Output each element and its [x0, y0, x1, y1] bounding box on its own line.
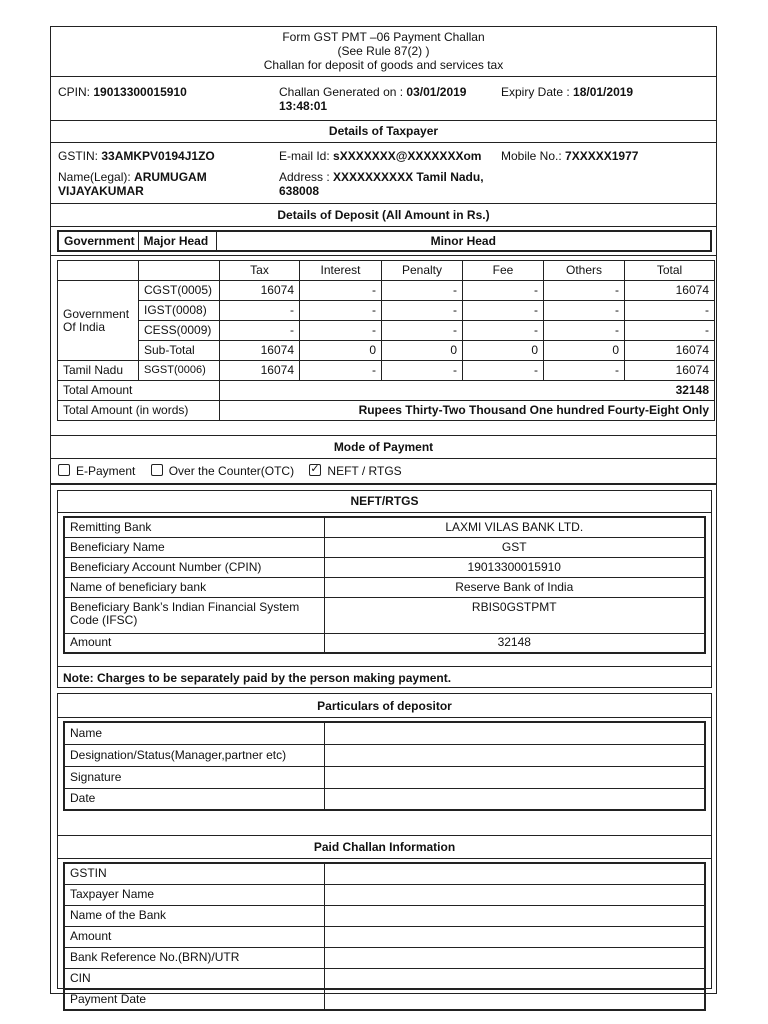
- sgst-head: SGST(0006): [139, 361, 220, 381]
- paid-heading: Paid Challan Information: [313, 840, 456, 854]
- option-otc[interactable]: [151, 464, 294, 478]
- igst-fee: -: [463, 301, 544, 321]
- depositor-row: [64, 744, 705, 766]
- taxpayer-mobile: [501, 149, 638, 163]
- name-line2: VIJAYAKUMAR: [58, 184, 144, 198]
- head-table: [57, 230, 712, 252]
- e-payment-checkbox[interactable]: [58, 464, 70, 476]
- col-penalty: Penalty: [382, 261, 463, 281]
- cgst-interest: -: [300, 281, 382, 301]
- paid-row-value[interactable]: [324, 926, 705, 947]
- neft-row-value: 32148: [324, 633, 705, 653]
- otc-label: Over the Counter(OTC): [168, 464, 295, 478]
- depositor-row-label: Name: [64, 722, 324, 744]
- total-amount-row: [58, 381, 715, 401]
- deposit-table: [57, 260, 715, 421]
- neft-row: [64, 577, 705, 597]
- form-header: [51, 30, 716, 72]
- igst-total: -: [625, 301, 715, 321]
- total-words-label: Total Amount (in words): [58, 401, 220, 421]
- paid-row-value[interactable]: [324, 989, 705, 1010]
- cpin-value: 19013300015910: [93, 85, 187, 99]
- cpin-label: CPIN:: [58, 85, 94, 99]
- expiry-value: 18/01/2019: [573, 85, 634, 99]
- neft-checkbox[interactable]: [309, 464, 321, 476]
- paid-row-label: Bank Reference No.(BRN)/UTR: [64, 947, 324, 968]
- paid-row-label: Payment Date: [64, 989, 324, 1010]
- depositor-row-label: Designation/Status(Manager,partner etc): [64, 744, 324, 766]
- option-neft-rtgs[interactable]: [309, 464, 401, 478]
- subtotal-head: Sub-Total: [139, 341, 220, 361]
- subtotal-penalty: 0: [382, 341, 463, 361]
- total-words-row: [58, 401, 715, 421]
- col-interest: Interest: [300, 261, 382, 281]
- neft-row-label: Amount: [64, 633, 324, 653]
- neft-row: [64, 537, 705, 557]
- option-e-payment[interactable]: [58, 464, 135, 478]
- subtotal-fee: 0: [463, 341, 544, 361]
- cgst-head: CGST(0005): [139, 281, 220, 301]
- paid-row-value[interactable]: [324, 863, 705, 884]
- paid-row: [64, 947, 705, 968]
- paid-row-label: Name of the Bank: [64, 905, 324, 926]
- paid-row: [64, 989, 705, 1010]
- neft-row-value: LAXMI VILAS BANK LTD.: [324, 517, 705, 537]
- cpin: [58, 85, 187, 99]
- sgst-others: -: [544, 361, 625, 381]
- mobile-value: 7XXXXX1977: [565, 149, 639, 163]
- challan-form: [50, 26, 717, 1006]
- cess-head: CESS(0009): [139, 321, 220, 341]
- col-fee: Fee: [463, 261, 544, 281]
- paid-row-label: GSTIN: [64, 863, 324, 884]
- cess-penalty: -: [382, 321, 463, 341]
- subtotal-others: 0: [544, 341, 625, 361]
- depositor-row: [64, 788, 705, 810]
- expiry-label: Expiry Date :: [501, 85, 574, 99]
- depositor-table: [63, 721, 706, 811]
- neft-row-value: GST: [324, 537, 705, 557]
- deposit-row-subtotal: [58, 341, 715, 361]
- taxpayer-heading: Details of Taxpayer: [328, 124, 439, 138]
- igst-head: IGST(0008): [139, 301, 220, 321]
- neft-row-label: Beneficiary Bank’s Indian Financial System Code (IFSC): [64, 597, 324, 633]
- cgst-tax: 16074: [220, 281, 300, 301]
- igst-penalty: -: [382, 301, 463, 321]
- subtotal-interest: 0: [300, 341, 382, 361]
- state-gov: Tamil Nadu: [58, 361, 139, 381]
- deposit-row-igst: [58, 301, 715, 321]
- cess-tax: -: [220, 321, 300, 341]
- igst-tax: -: [220, 301, 300, 321]
- paid-row-value[interactable]: [324, 947, 705, 968]
- generated-date: 03/01/2019: [406, 85, 467, 99]
- head-col-minor-head: Minor Head: [216, 231, 711, 251]
- paid-row: [64, 926, 705, 947]
- cess-fee: -: [463, 321, 544, 341]
- form-subtitle: Challan for deposit of goods and services tax: [263, 58, 504, 72]
- email-value: sXXXXXXX@XXXXXXXom: [333, 149, 482, 163]
- neft-row-label: Beneficiary Name: [64, 537, 324, 557]
- expiry-date: [501, 85, 633, 99]
- deposit-row-sgst: [58, 361, 715, 381]
- gstin-label: GSTIN:: [58, 149, 102, 163]
- deposit-row-cess: [58, 321, 715, 341]
- neft-note: Note: Charges to be separately paid by the person making payment.: [63, 671, 452, 685]
- taxpayer-gstin: [58, 149, 215, 163]
- sgst-fee: -: [463, 361, 544, 381]
- neft-row: [64, 517, 705, 537]
- name-label: Name(Legal):: [58, 170, 135, 184]
- col-others: Others: [544, 261, 625, 281]
- paid-row-value[interactable]: [324, 884, 705, 905]
- deposit-header-row: [58, 261, 715, 281]
- paid-row: [64, 884, 705, 905]
- paid-row-value[interactable]: [324, 905, 705, 926]
- total-amount-label: Total Amount: [58, 381, 220, 401]
- neft-row: [64, 557, 705, 577]
- sgst-tax: 16074: [220, 361, 300, 381]
- total-words-value: Rupees Thirty-Two Thousand One hundred Fourty-Eight Only: [220, 401, 715, 421]
- depositor-row: [64, 722, 705, 744]
- depositor-row-value[interactable]: [324, 722, 705, 744]
- address-label: Address :: [279, 170, 334, 184]
- taxpayer-address: [279, 170, 484, 198]
- neft-row-value: RBIS0GSTPMT: [324, 597, 705, 633]
- depositor-row-label: Date: [64, 788, 324, 810]
- paid-row: [64, 905, 705, 926]
- payment-mode-heading: Mode of Payment: [333, 440, 434, 454]
- generated-time: 13:48:01: [279, 99, 328, 113]
- taxpayer-email: [279, 149, 481, 163]
- email-label: E-mail Id:: [279, 149, 334, 163]
- taxpayer-name: [58, 170, 207, 198]
- address-line1: XXXXXXXXXX Tamil Nadu,: [333, 170, 484, 184]
- paid-row: [64, 968, 705, 989]
- igst-interest: -: [300, 301, 382, 321]
- otc-checkbox[interactable]: [151, 464, 163, 476]
- igst-others: -: [544, 301, 625, 321]
- neft-row: [64, 597, 705, 633]
- depositor-row-value[interactable]: [324, 744, 705, 766]
- subtotal-total: 16074: [625, 341, 715, 361]
- paid-row-label: CIN: [64, 968, 324, 989]
- depositor-row-value[interactable]: [324, 788, 705, 810]
- col-tax: Tax: [220, 261, 300, 281]
- deposit-heading: Details of Deposit (All Amount in Rs.): [277, 208, 490, 222]
- subtotal-tax: 16074: [220, 341, 300, 361]
- depositor-row: [64, 766, 705, 788]
- cess-total: -: [625, 321, 715, 341]
- gov-india-cell: Government Of India: [58, 281, 139, 361]
- payment-mode-options: [58, 464, 414, 478]
- deposit-row-cgst: [58, 281, 715, 301]
- cgst-total: 16074: [625, 281, 715, 301]
- paid-row-label: Amount: [64, 926, 324, 947]
- cgst-penalty: -: [382, 281, 463, 301]
- mobile-label: Mobile No.:: [501, 149, 566, 163]
- challan-generated: [279, 85, 466, 113]
- head-col-major-head: Major Head: [138, 231, 216, 251]
- cgst-others: -: [544, 281, 625, 301]
- neft-row-label: Remitting Bank: [64, 517, 324, 537]
- neft-box: [57, 490, 712, 688]
- form-title: Form GST PMT –06 Payment Challan: [282, 30, 485, 44]
- depositor-row-label: Signature: [64, 766, 324, 788]
- neft-row-label: Beneficiary Account Number (CPIN): [64, 557, 324, 577]
- cgst-fee: -: [463, 281, 544, 301]
- gstin-value: 33AMKPV0194J1ZO: [101, 149, 215, 163]
- cess-others: -: [544, 321, 625, 341]
- sgst-total: 16074: [625, 361, 715, 381]
- total-amount-value: 32148: [220, 381, 715, 401]
- generated-label: Challan Generated on :: [279, 85, 407, 99]
- address-line2: 638008: [279, 184, 320, 198]
- col-total: Total: [625, 261, 715, 281]
- neft-row-label: Name of beneficiary bank: [64, 577, 324, 597]
- neft-row-value: Reserve Bank of India: [324, 577, 705, 597]
- depositor-box: [57, 693, 712, 1006]
- neft-row-value: 19013300015910: [324, 557, 705, 577]
- neft-row: [64, 633, 705, 653]
- depositor-heading: Particulars of depositor: [317, 699, 452, 713]
- e-payment-label: E-Payment: [76, 464, 136, 478]
- paid-table: [63, 862, 706, 1011]
- neft-table: [63, 516, 706, 654]
- cess-interest: -: [300, 321, 382, 341]
- head-col-government: Government: [58, 231, 138, 251]
- neft-heading: NEFT/RTGS: [350, 494, 419, 508]
- name-line1: ARUMUGAM: [134, 170, 207, 184]
- depositor-row-value[interactable]: [324, 766, 705, 788]
- paid-row-label: Taxpayer Name: [64, 884, 324, 905]
- form-rule: (See Rule 87(2) ): [337, 44, 430, 58]
- paid-row: [64, 863, 705, 884]
- paid-row-value[interactable]: [324, 968, 705, 989]
- sgst-interest: -: [300, 361, 382, 381]
- sgst-penalty: -: [382, 361, 463, 381]
- neft-label: NEFT / RTGS: [327, 464, 402, 478]
